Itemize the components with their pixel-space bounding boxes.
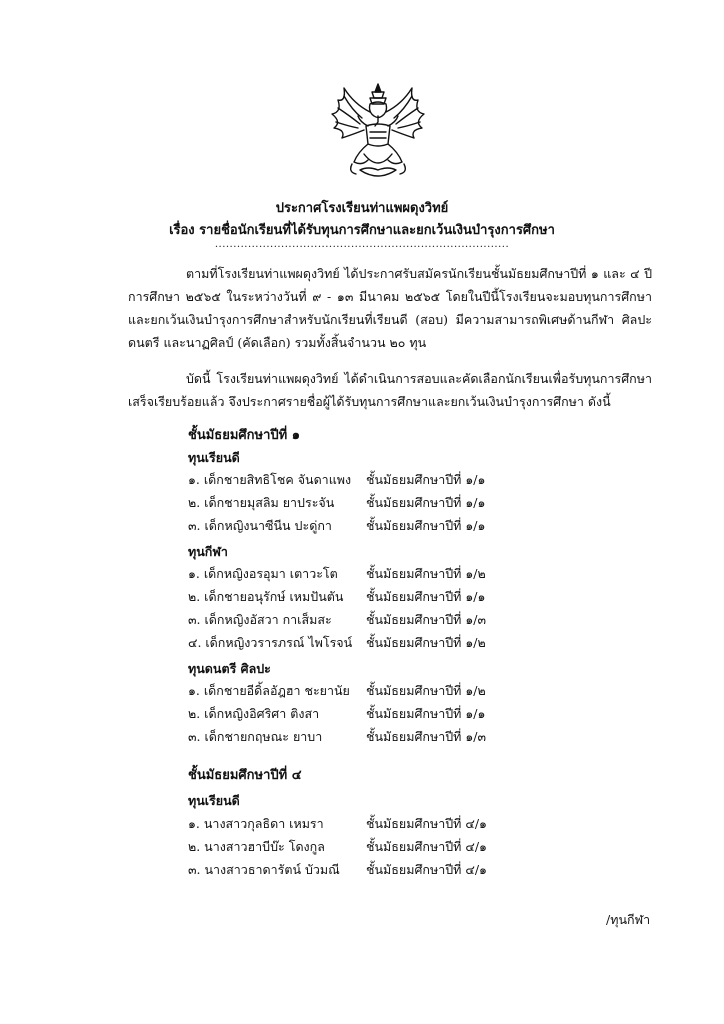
student-row [188, 859, 487, 881]
level4-heading: ชั้นมัธยมศึกษาปีที่ ๔ [188, 768, 302, 783]
student-row [188, 586, 485, 608]
announcement-subject: เรื่อง รายชื่อนักเรียนที่ได้รับทุนการศึกษาและยกเว้นเงินบำรุงการศึกษา [169, 223, 555, 238]
student-class: ชั้นมัธยมศึกษาปีที่ ๑/๑ [366, 706, 486, 721]
result-paragraph: บัดนี้ โรงเรียนท่าแพผดุงวิทย์ ได้ดำเนินการสอบและคัดเลือกนักเรียนเพื่อรับทุนการศึกษาเสร็จเรียบร้อยแล้ว จึงประกาศรายชื่อผู้ได้รับทุนการศึกษาและยกเว้นเงินบำรุงการศึกษา ดังนี้ [128, 371, 652, 409]
student-class: ชั้นมัธยมศึกษาปีที่ ๔/๑ [366, 816, 487, 831]
student-row [188, 492, 485, 514]
student-name: ๔. เด็กหญิงวรารภรณ์ ไพโรจน์ [188, 635, 353, 650]
announcement-title: ประกาศโรงเรียนท่าแพผดุงวิทย์ [275, 201, 449, 216]
student-class: ชั้นมัธยมศึกษาปีที่ ๑/๒ [366, 566, 486, 581]
student-row [188, 726, 486, 748]
student-name: ๒. เด็กชายมุสลิม ยาประจัน [188, 495, 335, 510]
level4-academic-heading: ทุนเรียนดี [188, 793, 240, 808]
student-name: ๒. เด็กหญิงอิศริศา ติงสา [188, 706, 320, 721]
student-name: ๓. นางสาวธาดารัตน์ บัวมณี [188, 862, 340, 877]
student-name: ๑. เด็กชายสิทธิโชค จันดาแพง [188, 472, 352, 487]
student-row [188, 836, 487, 858]
separator-line: ................................................................................ [214, 239, 510, 250]
garuda-emblem-icon [324, 82, 432, 182]
intro-paragraph: ตามที่โรงเรียนท่าแพผดุงวิทย์ ได้ประกาศรับสมัครนักเรียนชั้นมัธยมศึกษาปีที่ ๑ และ ๔ ปีการศึกษา ๒๕๖๕ ในระหว่างวันที่ ๙ - ๑๓ มีนาคม ๒๕๖๕ โดยในปีนี้โรงเรียนจะมอบทุนการศึกษาและยกเว้นเงินบำรุงการศึกษาสำหรับนักเรียนที่เรียนดี (สอบ) มีความสามารถพิเศษด้านกีฬา ศิลปะ ดนตรี และนาฏศิลป์ (คัดเลือก) รวมทั้งสิ้นจำนวน ๒๐ ทุน [128, 266, 652, 350]
level1-academic-heading: ทุนเรียนดี [188, 450, 240, 465]
student-row [188, 813, 487, 835]
student-row [188, 680, 486, 702]
student-class: ชั้นมัธยมศึกษาปีที่ ๔/๑ [366, 862, 487, 877]
student-name: ๒. นางสาวฮาบีบ๊ะ โดงกูล [188, 839, 325, 854]
student-class: ชั้นมัธยมศึกษาปีที่ ๔/๑ [366, 839, 487, 854]
student-name: ๑. เด็กหญิงอรอุมา เตาวะโต [188, 566, 338, 581]
student-class: ชั้นมัธยมศึกษาปีที่ ๑/๑ [366, 589, 486, 604]
student-name: ๓. เด็กชายกฤษณะ ยาบา [188, 729, 323, 744]
student-class: ชั้นมัธยมศึกษาปีที่ ๑/๑ [366, 472, 486, 487]
student-class: ชั้นมัธยมศึกษาปีที่ ๑/๒ [366, 635, 486, 650]
student-row [188, 515, 485, 537]
student-name: ๑. นางสาวกุลธิดา เหมรา [188, 816, 324, 831]
student-name: ๑. เด็กชายอีดิ้ลอัฎฮา ชะยานัย [188, 683, 350, 698]
student-row [188, 703, 485, 725]
level1-sports-heading: ทุนกีฬา [188, 544, 228, 559]
student-name: ๒. เด็กชายอนุรักษ์ เหมปันตัน [188, 589, 344, 604]
student-name: ๓. เด็กหญิงอัสวา กาเส็มสะ [188, 612, 332, 627]
student-row [188, 609, 486, 631]
student-class: ชั้นมัธยมศึกษาปีที่ ๑/๑ [366, 518, 486, 533]
student-name: ๓. เด็กหญิงนาซีนีน ปะดู่กา [188, 518, 332, 533]
level1-heading: ชั้นมัธยมศึกษาปีที่ ๑ [188, 428, 300, 443]
student-row [188, 469, 485, 491]
student-row [188, 563, 486, 585]
student-class: ชั้นมัธยมศึกษาปีที่ ๑/๒ [366, 683, 486, 698]
student-class: ชั้นมัธยมศึกษาปีที่ ๑/๑ [366, 495, 486, 510]
continued-marker: /ทุนกีฬา [606, 912, 651, 927]
student-class: ชั้นมัธยมศึกษาปีที่ ๑/๓ [366, 729, 487, 744]
student-class: ชั้นมัธยมศึกษาปีที่ ๑/๓ [366, 612, 487, 627]
student-row [188, 632, 486, 654]
level1-music-art-heading: ทุนดนตรี ศิลปะ [188, 661, 271, 676]
